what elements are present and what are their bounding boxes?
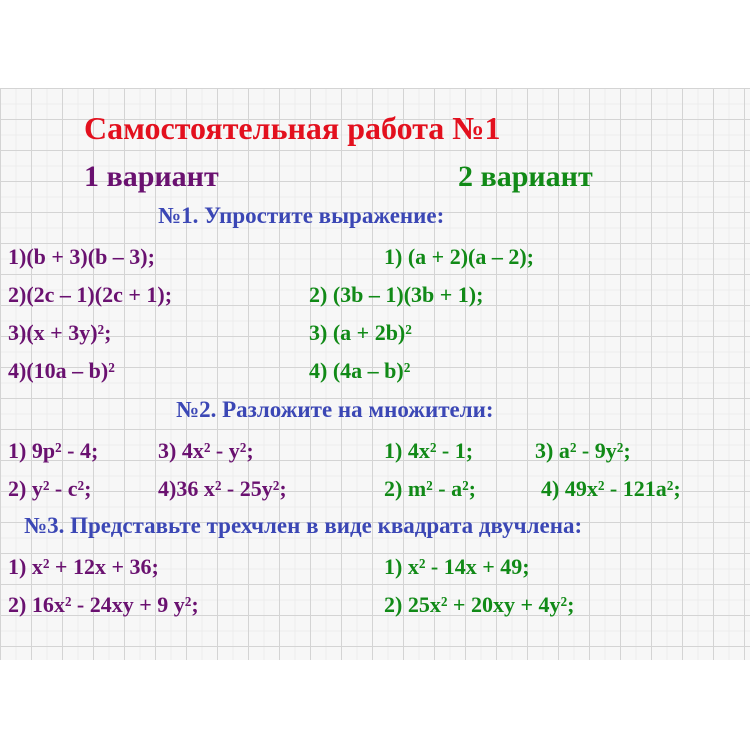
task-1-v2-item: 1) (a + 2)(a – 2); xyxy=(384,244,534,269)
task-3-v1-item: 2) 16x² - 24xy + 9 y²; xyxy=(8,592,199,617)
task-1-v1-item: 2)(2c – 1)(2c + 1); xyxy=(8,282,173,307)
task-1-heading: №1. Упростите выражение: xyxy=(158,203,445,228)
variant-1-heading: 1 вариант xyxy=(84,160,219,193)
task-1-v1-item: 1)(b + 3)(b – 3); xyxy=(8,244,155,269)
variant-2-heading: 2 вариант xyxy=(458,160,593,193)
task-2-v2-item: 4) 49x² - 121a²; xyxy=(541,476,681,501)
task-2-v2-item: 2) m² - a²; xyxy=(384,476,476,501)
task-2-v2-item: 3) a² - 9y²; xyxy=(535,438,631,463)
task-3-heading: №3. Представьте трехчлен в виде квадрата двучлена: xyxy=(24,513,583,538)
task-2-v1-item: 3) 4x² - y²; xyxy=(158,438,254,463)
task-1-v2-item: 2) (3b – 1)(3b + 1); xyxy=(309,282,484,307)
task-3-v2-item: 2) 25x² + 20xy + 4y²; xyxy=(384,592,575,617)
task-3-v1-item: 1) x² + 12x + 36; xyxy=(8,554,159,579)
task-2-v2-item: 1) 4x² - 1; xyxy=(384,438,474,463)
task-1-v1-item: 4)(10a – b)² xyxy=(8,358,115,383)
task-2-v1-item: 4)36 x² - 25y²; xyxy=(158,476,287,501)
task-2-v1-item: 1) 9p² - 4; xyxy=(8,438,99,463)
task-2-heading: №2. Разложите на множители: xyxy=(176,397,494,422)
page-title: Самостоятельная работа №1 xyxy=(84,110,501,146)
task-1-v1-item: 3)(x + 3y)²; xyxy=(8,320,112,345)
task-3-v2-item: 1) x² - 14x + 49; xyxy=(384,554,530,579)
task-2-v1-item: 2) y² - c²; xyxy=(8,476,92,501)
task-1-v2-item: 4) (4a – b)² xyxy=(309,358,411,383)
task-1-v2-item: 3) (a + 2b)² xyxy=(309,320,412,345)
